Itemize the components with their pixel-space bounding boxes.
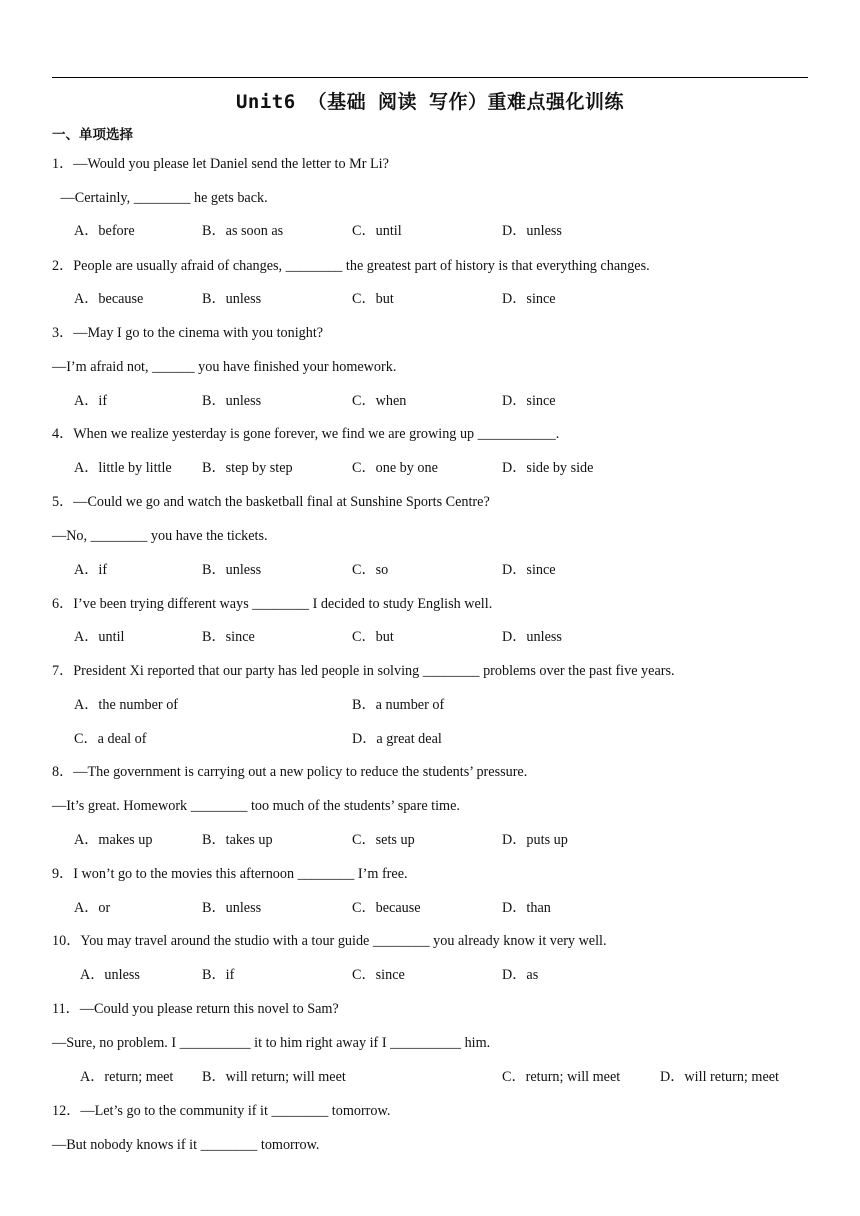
answer-option: B．as soon as bbox=[202, 223, 284, 239]
answer-option: B．since bbox=[202, 629, 255, 645]
question-stem: 4．When we realize yesterday is gone forever, we find we are growing up ___________. bbox=[52, 426, 560, 442]
answer-option: D．since bbox=[502, 562, 556, 578]
section-heading: 一、单项选择 bbox=[52, 127, 133, 143]
answer-option: B．step by step bbox=[202, 460, 293, 476]
answer-option: A．if bbox=[74, 393, 108, 409]
answer-option: A．little by little bbox=[74, 460, 172, 476]
answer-option: D．as bbox=[502, 967, 539, 983]
answer-option: B．takes up bbox=[202, 832, 273, 848]
answer-option: A．until bbox=[74, 629, 125, 645]
answer-option: A．the number of bbox=[74, 697, 179, 713]
answer-option: A．if bbox=[74, 562, 108, 578]
answer-option: C．a deal of bbox=[74, 731, 147, 747]
answer-option: A．return; meet bbox=[80, 1069, 174, 1085]
answer-option: C．but bbox=[352, 291, 394, 307]
question-stem: 1．—Would you please let Daniel send the letter to Mr Li? bbox=[52, 156, 389, 172]
answer-option: B．unless bbox=[202, 393, 262, 409]
answer-option: A．because bbox=[74, 291, 144, 307]
question-stem: 11．—Could you please return this novel to Sam? bbox=[52, 1001, 339, 1017]
question-stem: 12．—Let’s go to the community if it ________ tomorrow. bbox=[52, 1103, 391, 1119]
answer-option: D．unless bbox=[502, 223, 562, 239]
question-stem: 8．—The government is carrying out a new policy to reduce the students’ pressure. bbox=[52, 764, 528, 780]
question-dialogue-line: —But nobody knows if it ________ tomorrow. bbox=[52, 1137, 320, 1153]
answer-option: B．will return; will meet bbox=[202, 1069, 346, 1085]
answer-option: D．since bbox=[502, 393, 556, 409]
answer-option: A．makes up bbox=[74, 832, 153, 848]
answer-option: B．unless bbox=[202, 291, 262, 307]
answer-option: D．than bbox=[502, 900, 551, 916]
answer-option: D．puts up bbox=[502, 832, 568, 848]
question-stem: 9．I won’t go to the movies this afternoon ________ I’m free. bbox=[52, 866, 408, 882]
answer-option: A．or bbox=[74, 900, 111, 916]
question-dialogue-line: —I’m afraid not, ______ you have finished your homework. bbox=[52, 359, 397, 375]
answer-option: C．so bbox=[352, 562, 389, 578]
answer-option: B．unless bbox=[202, 562, 262, 578]
answer-option: D．side by side bbox=[502, 460, 594, 476]
answer-option: D．will return; meet bbox=[660, 1069, 779, 1085]
answer-option: C．when bbox=[352, 393, 407, 409]
answer-option: C．until bbox=[352, 223, 402, 239]
question-stem: 6．I’ve been trying different ways ________ I decided to study English well. bbox=[52, 596, 493, 612]
question-stem: 5．—Could we go and watch the basketball final at Sunshine Sports Centre? bbox=[52, 494, 490, 510]
answer-option: C．one by one bbox=[352, 460, 438, 476]
answer-option: C．return; will meet bbox=[502, 1069, 621, 1085]
question-stem: 2．People are usually afraid of changes, ________ the greatest part of history is that everything changes. bbox=[52, 258, 650, 274]
question-stem: 3．—May I go to the cinema with you tonight? bbox=[52, 325, 324, 341]
answer-option: C．sets up bbox=[352, 832, 415, 848]
answer-option: D．a great deal bbox=[352, 731, 442, 747]
answer-option: D．since bbox=[502, 291, 556, 307]
question-dialogue-line: —No, ________ you have the tickets. bbox=[52, 528, 268, 544]
header-rule bbox=[52, 77, 808, 78]
question-dialogue-line: —It’s great. Homework ________ too much of the students’ spare time. bbox=[52, 798, 460, 814]
question-stem: 7．President Xi reported that our party has led people in solving ________ problems over the past five years. bbox=[52, 663, 675, 679]
answer-option: D．unless bbox=[502, 629, 562, 645]
question-stem: 10．You may travel around the studio with a tour guide ________ you already know it very well. bbox=[52, 933, 607, 949]
page-title: Unit6 （基础 阅读 写作）重难点强化训练 bbox=[235, 91, 624, 113]
answer-option: A．unless bbox=[80, 967, 140, 983]
answer-option: A．before bbox=[74, 223, 135, 239]
answer-option: B．a number of bbox=[352, 697, 445, 713]
answer-option: C．but bbox=[352, 629, 394, 645]
answer-option: B．unless bbox=[202, 900, 262, 916]
answer-option: C．because bbox=[352, 900, 421, 916]
question-dialogue-line: —Sure, no problem. I __________ it to him right away if I __________ him. bbox=[52, 1035, 491, 1051]
answer-option: B．if bbox=[202, 967, 235, 983]
question-dialogue-line: —Certainly, ________ he gets back. bbox=[57, 190, 268, 206]
answer-option: C．since bbox=[352, 967, 405, 983]
